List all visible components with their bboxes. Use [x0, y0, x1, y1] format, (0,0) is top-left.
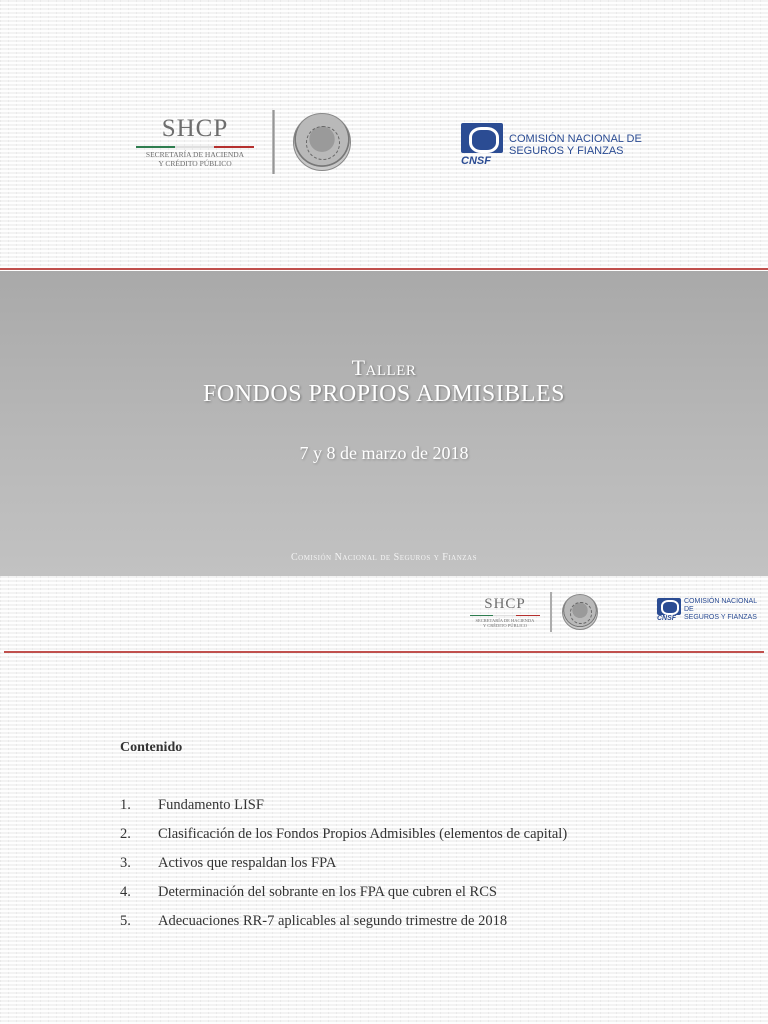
shcp-acronym: SHCP	[161, 115, 229, 143]
title-band	[0, 271, 768, 576]
item-number: 5.	[120, 913, 131, 929]
cnsf-logo	[461, 123, 642, 167]
shcp-logo	[470, 596, 540, 628]
cnsf-name-line1: COMISIÓN NACIONAL DE	[684, 598, 757, 614]
cnsf-emblem-icon	[657, 598, 681, 615]
shcp-name-line2: Y CRÉDITO PÚBLICO	[158, 159, 232, 168]
cnsf-name-line1: COMISIÓN NACIONAL DE	[509, 132, 642, 145]
shcp-name-line1: SECRETARÍA DE HACIENDA	[475, 617, 535, 623]
item-number: 2.	[120, 826, 131, 842]
organization-footer: Comisión Nacional de Seguros y Fianzas	[290, 552, 477, 563]
shcp-acronym: SHCP	[484, 595, 526, 612]
slide-title: FONDOS PROPIOS ADMISIBLES	[203, 381, 565, 407]
slide-kicker: Taller	[351, 355, 417, 380]
shcp-name-line1: SECRETARÍA DE HACIENDA	[145, 150, 245, 160]
tricolor-bar	[136, 146, 254, 148]
cnsf-name-line2: SEGUROS Y FIANZAS	[509, 145, 624, 157]
item-text: Adecuaciones RR-7 aplicables al segundo trimestre de 2018	[158, 913, 508, 929]
cnsf-logo-small	[657, 598, 768, 622]
item-number: 1.	[120, 797, 131, 813]
slide-date: 7 y 8 de marzo de 2018	[299, 443, 469, 463]
list-item	[120, 797, 567, 826]
logo-divider	[272, 110, 275, 174]
item-number: 3.	[120, 855, 131, 871]
item-text: Determinación del sobrante en los FPA que cubren el RCS	[158, 884, 497, 900]
red-divider-second	[4, 651, 764, 653]
shcp-logo	[136, 115, 254, 168]
contents-list	[120, 797, 567, 942]
item-number: 4.	[120, 884, 131, 900]
cnsf-acronym: CNSF	[461, 155, 491, 167]
item-text: Fundamento LISF	[158, 797, 264, 813]
shcp-logo-header	[136, 110, 351, 174]
item-text: Activos que respaldan los FPA	[158, 855, 337, 871]
list-item	[120, 826, 567, 855]
list-item	[120, 855, 567, 884]
national-seal-icon	[293, 113, 351, 171]
cnsf-acronym: CNSF	[657, 615, 677, 622]
logo-divider	[550, 592, 552, 632]
red-divider-top	[0, 268, 768, 270]
cnsf-emblem-icon	[461, 123, 503, 153]
cnsf-name-line2: SEGUROS Y FIANZAS	[684, 613, 757, 621]
item-text: Clasificación de los Fondos Propios Admisibles (elementos de capital)	[158, 826, 568, 842]
national-seal-icon	[562, 594, 598, 630]
contents-heading: Contenido	[120, 740, 183, 755]
tricolor-bar	[470, 615, 540, 616]
list-item	[120, 884, 567, 913]
shcp-name-line2: Y CRÉDITO PÚBLICO	[482, 623, 527, 628]
shcp-logo-small	[470, 592, 598, 632]
list-item	[120, 913, 567, 942]
